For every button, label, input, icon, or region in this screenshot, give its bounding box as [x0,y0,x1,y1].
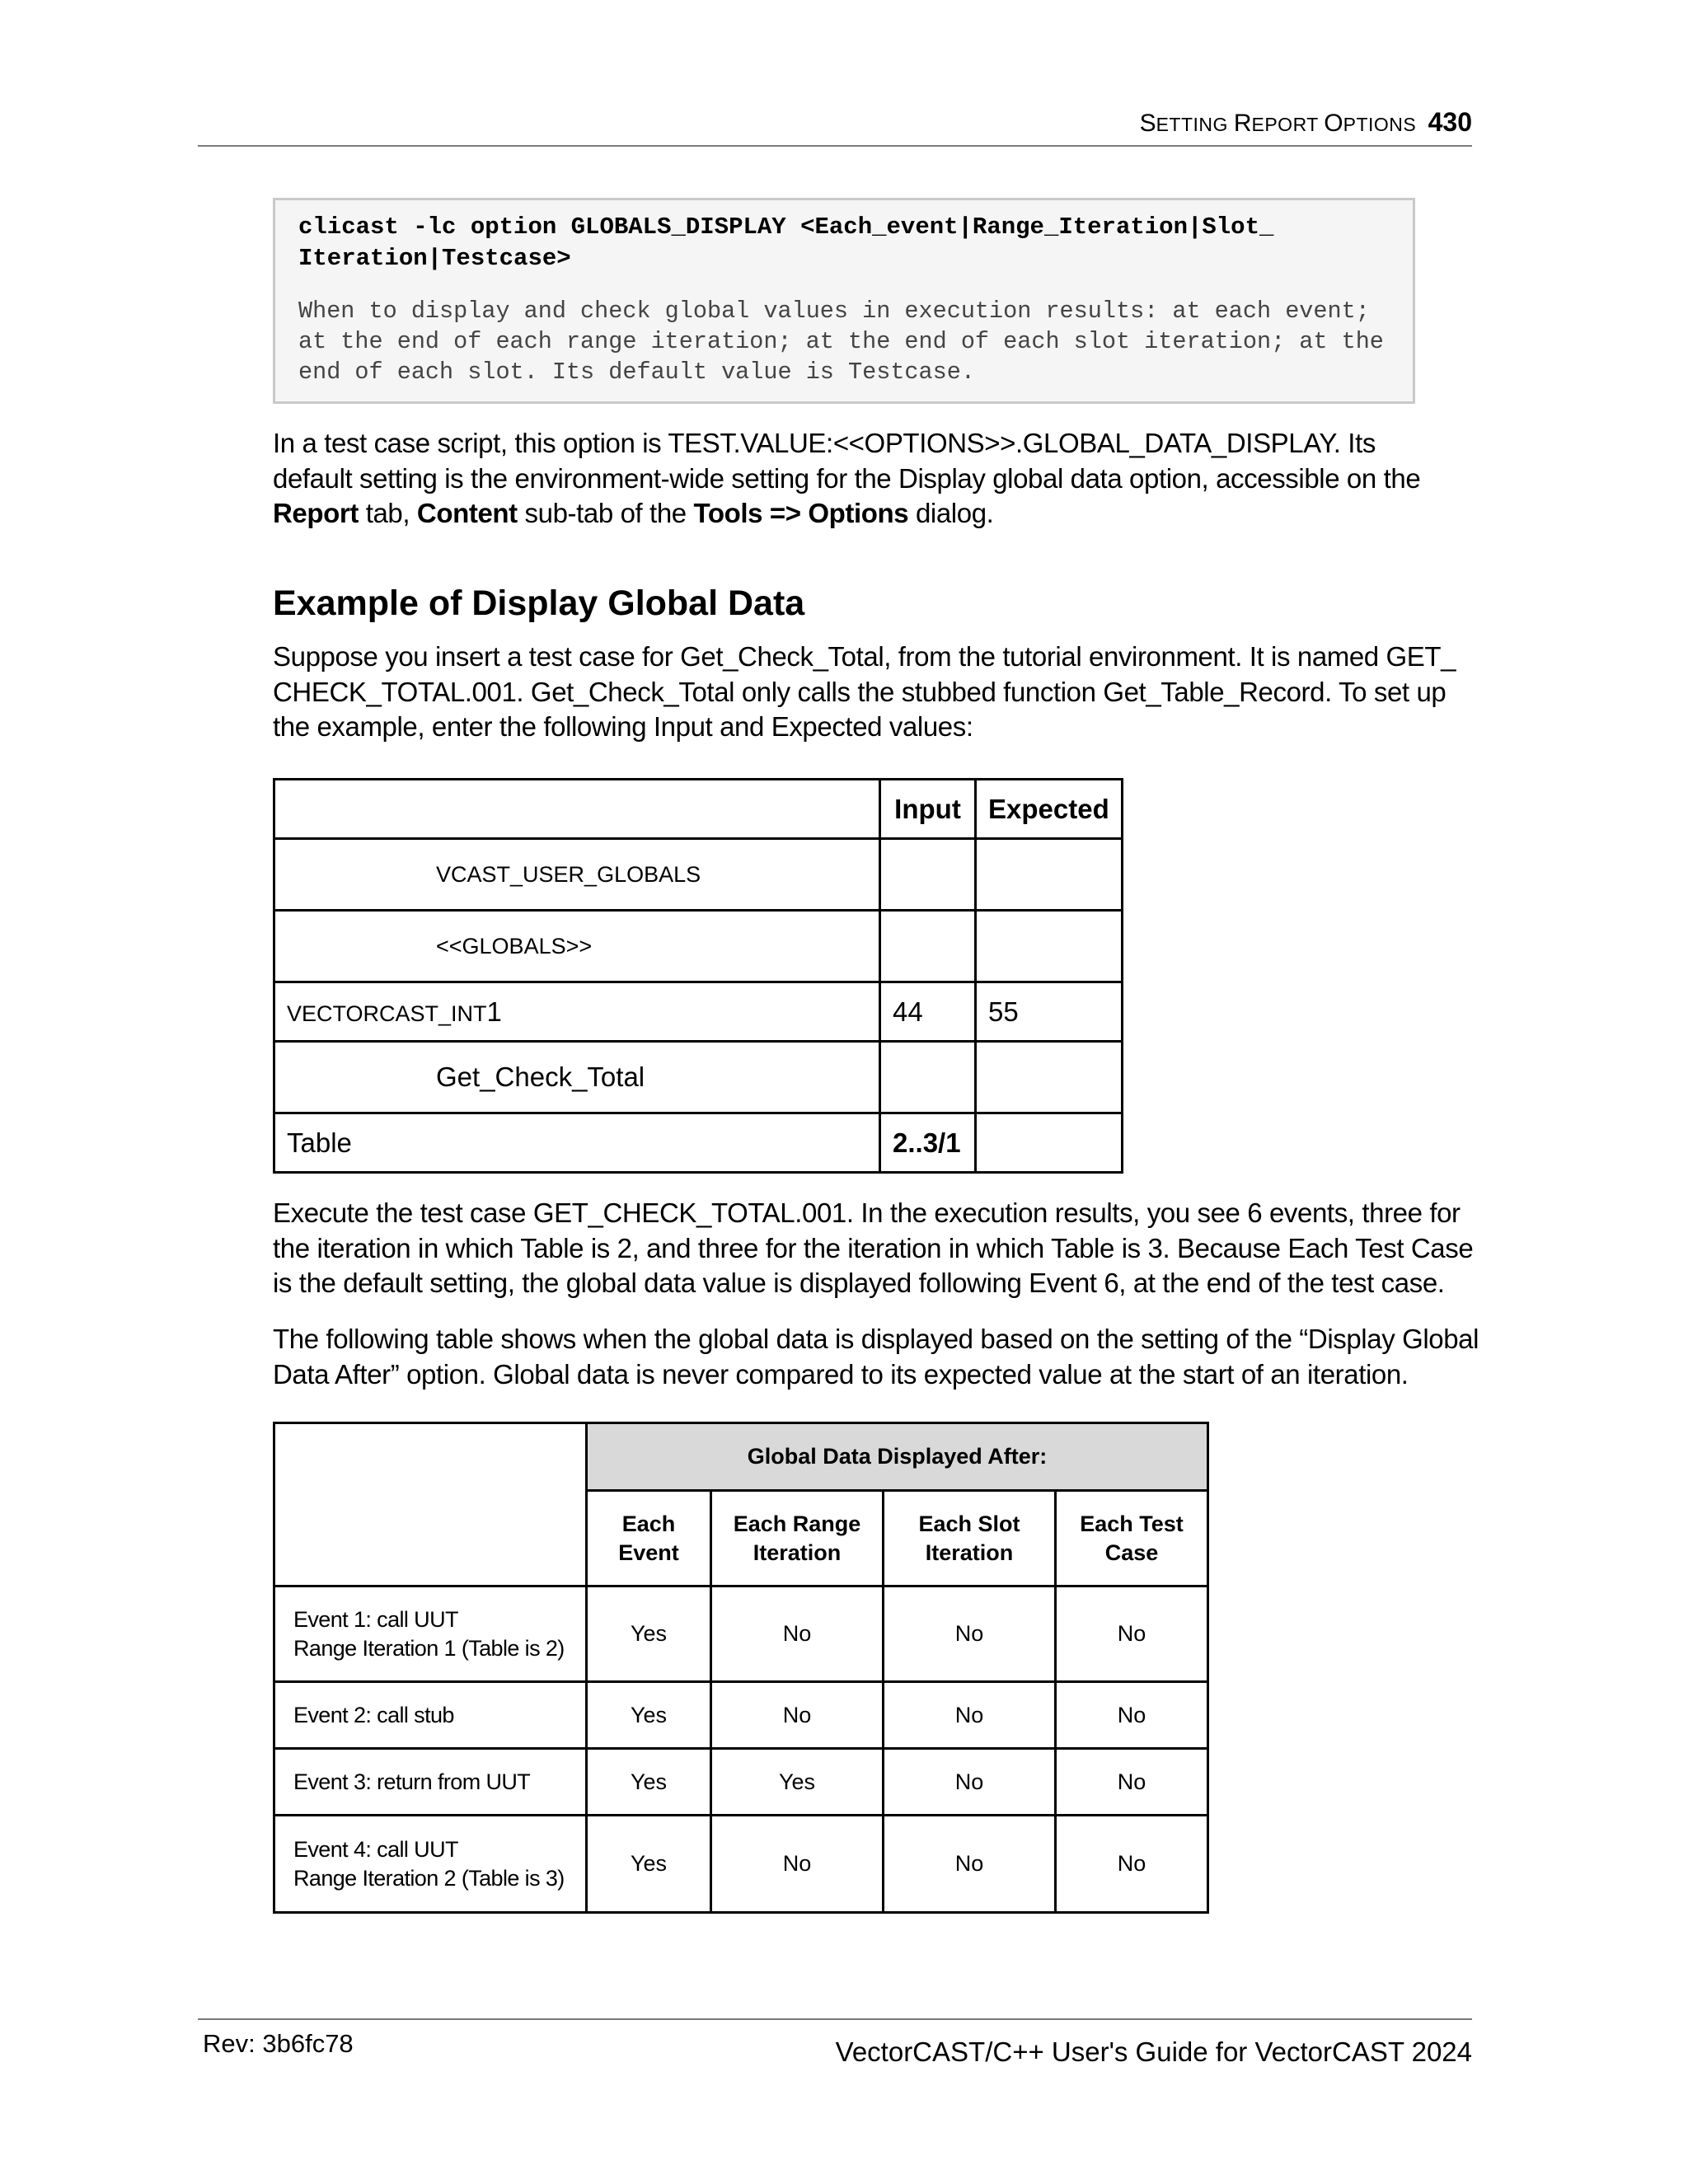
header-each-slot-iteration: Each Slot Iteration [884,1491,1056,1586]
input-expected-table [273,778,1123,1174]
command-line-1: clicast -lc option GLOBALS_DISPLAY <Each_event|Range_Iteration|Slot_ [298,213,1274,241]
table-row: <<GLOBALS>> [274,911,1123,982]
header-cell-expected: Expected [976,780,1123,839]
table-row: VECTORCAST_INT1 44 55 [274,982,1123,1042]
header-cell-input: Input [880,780,976,839]
table-row: Table 2..3/1 [274,1113,1123,1173]
table-row: Get_Check_Total [274,1042,1123,1113]
option-paragraph: In a test case script, this option is TEST.VALUE:<<OPTIONS>>.GLOBAL_DATA_DISPLAY. Its default setting is the environment-wide setting for the Display global data option, accessible on the Report tab, Content sub-tab of the Tools => Options dialog. [273,428,1421,528]
group-header: Global Data Displayed After: [587,1423,1208,1491]
header-each-event: Each Event [587,1491,711,1586]
header-cell-empty [274,780,880,839]
example-intro-paragraph: Suppose you insert a test case for Get_Check_Total, from the tutorial environment. It is named GET_ CHECK_TOTAL.001. Get_Check_Total only calls the stubbed function Get_Table_Record. To set up the example, enter the following Input and Expected values: [273,641,1456,742]
revision-label: Rev: 3b6fc78 [203,2029,354,2058]
table-row: Event 3: return from UUT Yes Yes No No [274,1749,1208,1816]
header-each-range-iteration: Each Range Iteration [711,1491,884,1586]
table-intro-paragraph: The following table shows when the global data is displayed based on the setting of the “Display Global Data After” option. Global data is never compared to its expected value at the start of an iteration. [273,1324,1479,1390]
execution-paragraph: Execute the test case GET_CHECK_TOTAL.001. In the execution results, you see 6 events, three for the iteration in which Table is 2, and three for the iteration in which Table is 3. Because Each Test Case is the default setting, the global data value is displayed following Event 6, at the end of the test case. [273,1197,1474,1298]
table-row: Event 1: call UUT Range Iteration 1 (Table is 2) Yes No No No [274,1586,1208,1682]
command-description: When to display and check global values in execution results: at each event; at the end of each range iteration; at the end of each slot iteration; at the end of each slot. Its default value is Testcase. [298,298,1384,386]
page-number: 430 [1428,107,1472,137]
footer-divider [198,2018,1472,2020]
table-row: Event 4: call UUT Range Iteration 2 (Table is 3) Yes No No No [274,1816,1208,1913]
guide-title: VectorCAST/C++ User's Guide for VectorCAST 2024 [835,2036,1472,2067]
command-line-2: Iteration|Testcase> [298,245,571,272]
header-each-test-case: Each Test Case [1056,1491,1208,1586]
code-box [273,198,1415,404]
header-divider [198,145,1472,147]
header-cell-empty [274,1423,587,1586]
header-title: SETTING REPORT OPTIONS [1139,110,1417,137]
table-header-row [274,1423,1208,1491]
table-row: Event 2: call stub Yes No No No [274,1682,1208,1749]
section-title: Example of Display Global Data [273,583,805,623]
table-header-row [274,780,1123,839]
table-row: VCAST_USER_GLOBALS [274,839,1123,911]
page-header [198,105,1472,141]
global-data-display-table [273,1422,1209,1914]
